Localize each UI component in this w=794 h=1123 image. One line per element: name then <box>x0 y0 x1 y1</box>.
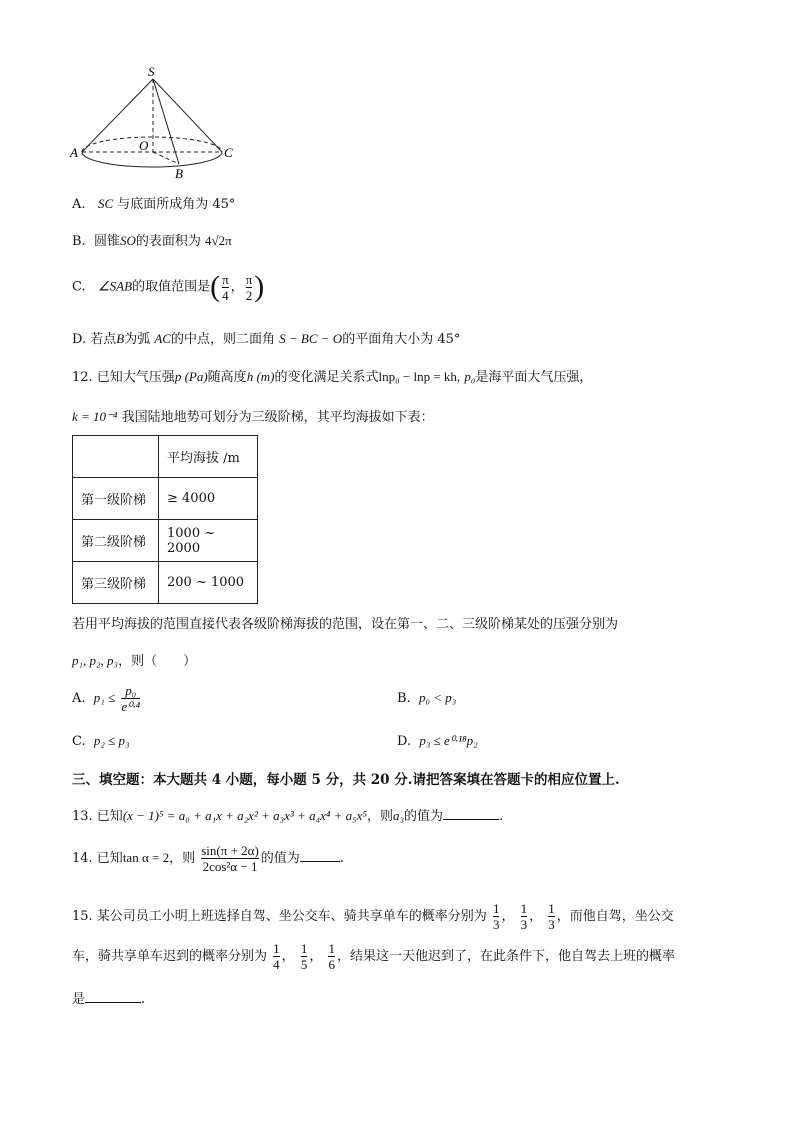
table-cell: 第二级阶梯 <box>73 520 159 562</box>
q15-line2: 车，骑共享单车迟到的概率分别为 $\frac{1}{4}$ ， $\frac{1}{5}$ ， $\frac{1}{6}$ ，结果这一天他迟到了，在此条件下，他自驾去上班的概率 <box>72 941 675 972</box>
answer-blank[interactable] <box>443 819 499 820</box>
q12-stem-line2: k = 10⁻⁴ 我国陆地地势可划分为三级阶梯，其平均海拔如下表： <box>72 409 434 425</box>
q11-option-c: C. ∠SAB的取值范围是( $\frac{\pi}{4}$ ， $\frac{\pi}{2}$ ) <box>72 270 265 303</box>
table-row <box>73 520 258 562</box>
label-c: C <box>224 145 233 160</box>
q15-line1: 15. 某公司员工小明上班选择自驾、坐公交车、骑共享单车的概率分别为 $\frac{1}{3}$ ， $\frac{1}{3}$ ， $\frac{1}{3}$ ，而他自驾，坐公交 <box>72 901 674 932</box>
q11-option-b: B. 圆锥SO的表面积为 4√2π <box>72 233 232 249</box>
q13: 13. 已知(x − 1)⁵ = a₀ + a₁x + a₂x² + a₃x³ + a₄x⁴ + a₅x⁵，则a₃的值为 . <box>72 808 504 824</box>
q12-option-b: B. p₀ < p₃ <box>397 690 457 706</box>
q15-line3: 是 . <box>72 992 146 1007</box>
table-row <box>73 562 258 604</box>
table-cell: 200 ~ 1000 <box>159 562 258 604</box>
q12-stem-line1: 12. 已知大气压强p (Pa)随高度h (m)的变化满足关系式lnp₀ − lnp = kh, p₀是海平面大气压强， <box>72 369 593 385</box>
q14: 14. 已知tan α = 2，则 $\frac{\sin(\pi + 2\alpha)}{\text{2cos²α − 1}}$ 的值为 . <box>72 843 344 874</box>
q11-option-a: A. SC 与底面所成角为 45° <box>72 196 236 212</box>
table-cell: 平均海拔 /m <box>159 436 258 478</box>
q12-option-c: C. p₂ ≤ p₃ <box>72 733 130 749</box>
q11-option-d: D. 若点B为弧 AC的中点，则二面角 S − BC − O的平面角大小为 45° <box>72 331 461 347</box>
table-row <box>73 478 258 520</box>
label-s: S <box>148 64 155 79</box>
answer-blank[interactable] <box>85 1002 141 1003</box>
table-cell: ≥ 4000 <box>159 478 258 520</box>
q12-option-d: D. p₃ ≤ e⁰·¹⁸p₂ <box>397 733 478 749</box>
table-cell: 第一级阶梯 <box>73 478 159 520</box>
answer-blank[interactable] <box>300 861 340 862</box>
cone-figure <box>62 60 242 182</box>
label-b: B <box>175 166 183 181</box>
table-cell <box>73 436 159 478</box>
q12-vars: p₁, p₂, p₃，则（ ） <box>72 653 197 669</box>
table-cell: 第三级阶梯 <box>73 562 159 604</box>
altitude-table <box>72 435 258 604</box>
q12-option-a: A. p₁ ≤ $\frac{\text{p₀}}{\text{e⁰·⁴}}$ <box>72 683 141 714</box>
table-header-row <box>73 436 258 478</box>
q12-after-table: 若用平均海拔的范围直接代表各级阶梯海拔的范围，设在第一、二、三级阶梯某处的压强分别为 <box>72 617 619 632</box>
label-o: O <box>139 138 149 153</box>
section-3-heading: 三、填空题：本大题共 4 小题，每小题 5 分，共 20 分.请把答案填在答题卡的相应位置上. <box>72 772 620 788</box>
label-a: A <box>70 145 78 160</box>
table-cell: 1000 ~ 2000 <box>159 520 258 562</box>
